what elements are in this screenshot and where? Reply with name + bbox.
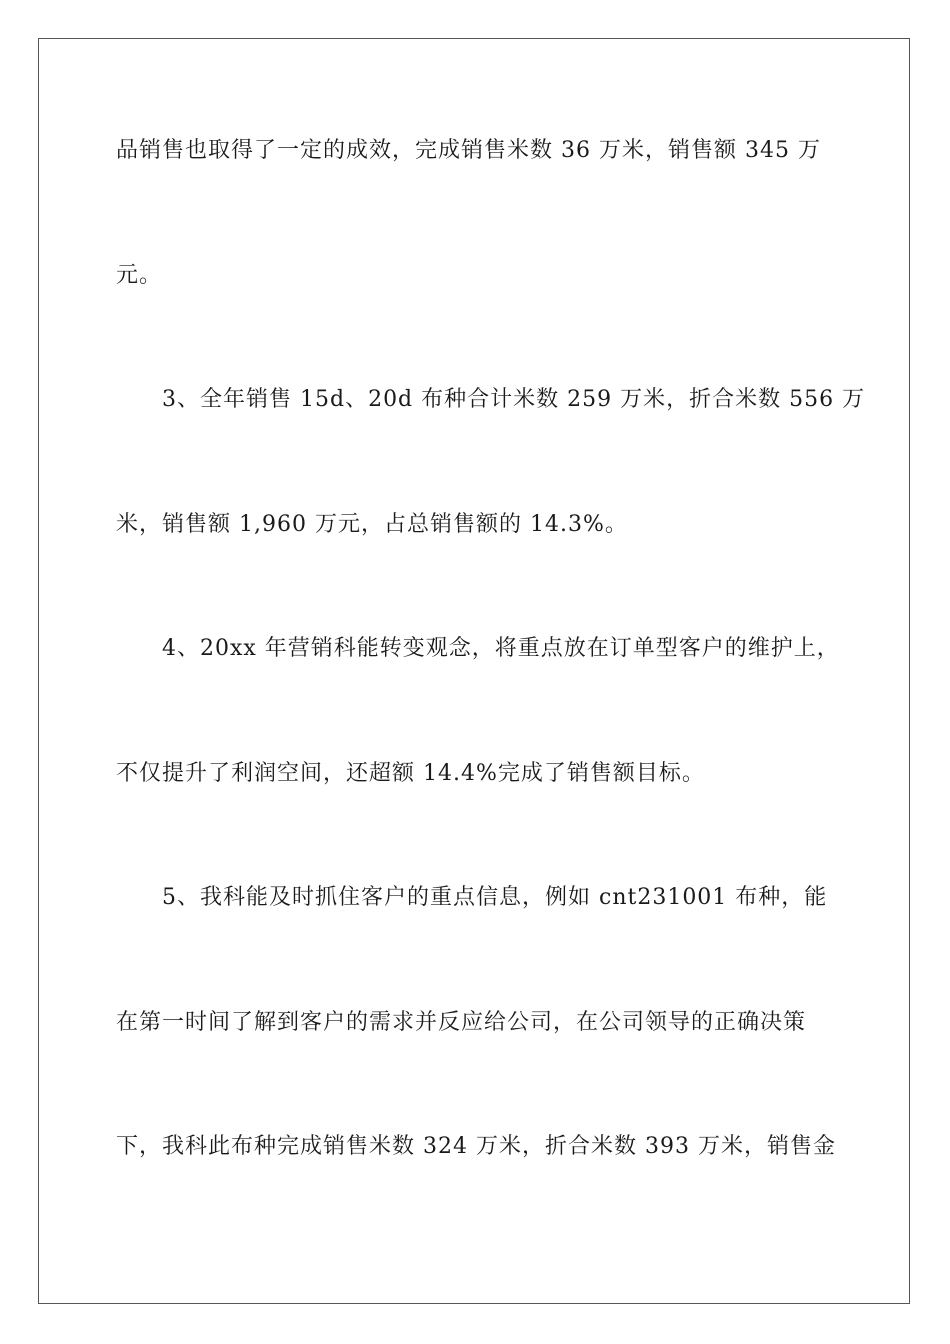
text-line-1: 品销售也取得了一定的成效，完成销售米数 36 万米，销售额 345 万 (116, 138, 821, 163)
text-line-7: 5、我科能及时抓住客户的重点信息，例如 cnt231001 布种，能 (162, 885, 828, 910)
text-line-8: 在第一时间了解到客户的需求并反应给公司，在公司领导的正确决策 (116, 1010, 807, 1035)
text-line-3: 3、全年销售 15d、20d 布种合计米数 259 万米，折合米数 556 万 (162, 387, 866, 412)
text-line-2: 元。 (116, 263, 163, 288)
text-line-5: 4、20xx 年营销科能转变观念，将重点放在订单型客户的维护上， (162, 636, 840, 661)
page-border (38, 38, 910, 1304)
text-line-6: 不仅提升了利润空间，还超额 14.4%完成了销售额目标。 (116, 761, 705, 786)
text-line-9: 下，我科此布种完成销售米数 324 万米，折合米数 393 万米，销售金 (116, 1134, 836, 1159)
text-line-4: 米，销售额 1,960 万元，占总销售额的 14.3%。 (116, 512, 628, 537)
